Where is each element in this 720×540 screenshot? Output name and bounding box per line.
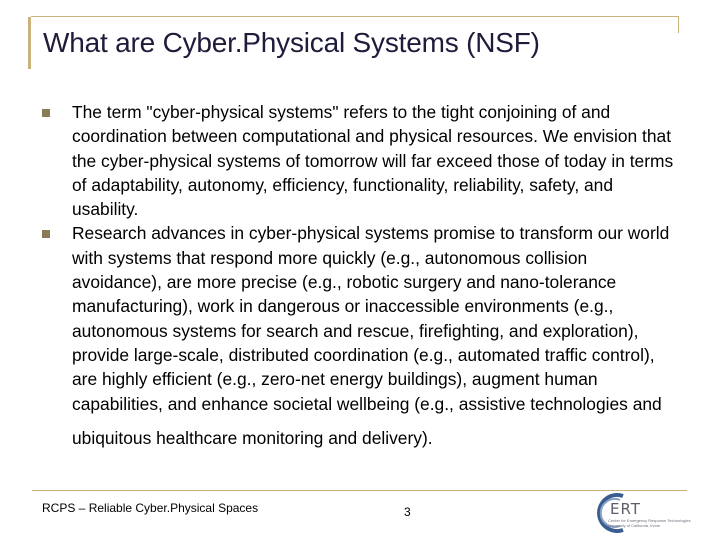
slide-title: What are Cyber.Physical Systems (NSF)	[43, 27, 540, 58]
footer-divider	[32, 490, 687, 491]
footer-title: Reliable Cyber.Physical Spaces	[88, 501, 259, 515]
footer-prefix: RCPS	[42, 501, 76, 515]
footer-caption	[42, 501, 258, 515]
square-bullet-icon	[42, 230, 50, 238]
bullet-text: Research advances in cyber-physical systems promise to transform our world with systems that respond more quickly (e.g., autonomous collision avoidance), are more precise (e.g., robotic surgery and nano-tolerance manufacturing), work in dangerous or inaccessible environments (e.g., autonomous systems for search and rescue, firefighting, and exploration), provide large-scale, distributed coordination (e.g., automated traffic control), are highly efficient (e.g., zero-net energy buildings), augment human capabilities, and enhance societal wellbeing (e.g., assistive technologies and	[72, 223, 670, 414]
page-number: 3	[404, 505, 411, 519]
square-bullet-icon	[42, 109, 50, 117]
logo-name: ERT	[610, 500, 641, 518]
bullet-text-continuation: ubiquitous healthcare monitoring and delivery).	[72, 427, 433, 448]
bullet-item	[40, 221, 680, 450]
bullet-item	[40, 100, 680, 221]
logo-subtitle-line-2: University of California, Irvine	[608, 523, 661, 528]
footer-dash: –	[75, 501, 89, 515]
bullet-list	[40, 100, 680, 450]
bullet-text: The term "cyber-physical systems" refers to the tight conjoining of and coordination between computational and physical resources. We envision that the cyber-physical systems of tomorrow will far exceed those of today in terms of adaptability, autonomy, efficiency, functionality, reliability, safety, and usability.	[72, 102, 674, 220]
logo-subtitle-line-1: Center for Emergency Response Technologies	[608, 518, 691, 523]
